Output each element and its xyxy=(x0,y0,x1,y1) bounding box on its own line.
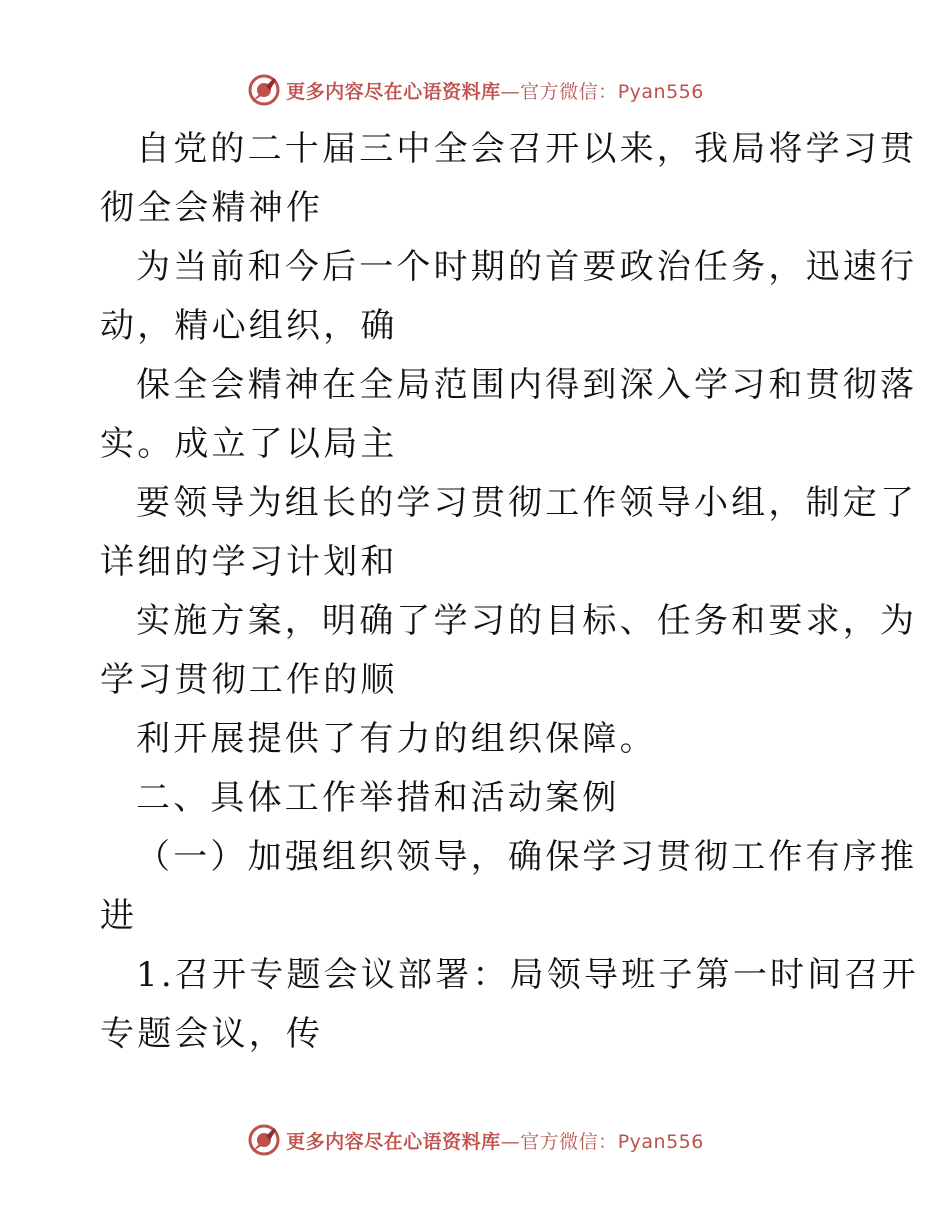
body-line: 专题会议，传 xyxy=(100,1014,324,1054)
pen-nib-logo-icon xyxy=(246,1122,282,1158)
body-line: 要领导为组长的学习贯彻工作领导小组，制定了 xyxy=(136,483,918,523)
header-watermark-banner xyxy=(0,68,950,112)
banner-sub-text: 官方微信 xyxy=(520,1130,599,1153)
body-line: 保全会精神在全局范围内得到深入学习和贯彻落 xyxy=(136,365,918,405)
section-heading: 二、具体工作举措和活动案例 xyxy=(136,778,620,818)
banner-dash: — xyxy=(500,1130,521,1153)
body-line: 为当前和今后一个时期的首要政治任务，迅速行 xyxy=(136,247,918,287)
banner-wechat-id: Pyan556 xyxy=(617,1130,704,1153)
subsection-heading: （一）加强组织领导，确保学习贯彻工作有序推 xyxy=(136,837,918,877)
banner-dash: — xyxy=(500,80,521,103)
body-line: 彻全会精神作 xyxy=(100,188,324,228)
body-line: 动，精心组织，确 xyxy=(100,306,398,346)
body-line: 利开展提供了有力的组织保障。 xyxy=(136,719,657,759)
body-line: 详细的学习计划和 xyxy=(100,542,398,582)
banner-main-text: 更多内容尽在心语资料库 xyxy=(286,1130,501,1153)
pen-nib-logo-icon xyxy=(246,72,282,108)
footer-watermark-banner xyxy=(0,1118,950,1162)
body-line: 实施方案，明确了学习的目标、任务和要求，为 xyxy=(136,601,918,641)
banner-wechat-id: Pyan556 xyxy=(617,80,704,103)
body-line: 自党的二十届三中全会召开以来，我局将学习贯 xyxy=(136,129,918,169)
subsection-heading-continued: 进 xyxy=(100,896,138,936)
document-body xyxy=(100,120,919,1064)
body-line: 实。成立了以局主 xyxy=(100,424,398,464)
body-line: 学习贯彻工作的顺 xyxy=(100,660,398,700)
banner-main-text: 更多内容尽在心语资料库 xyxy=(286,80,501,103)
banner-separator: ： xyxy=(598,1130,618,1153)
body-line: 1.召开专题会议部署：局领导班子第一时间召开 xyxy=(136,955,919,995)
banner-separator: ： xyxy=(598,80,618,103)
banner-sub-text: 官方微信 xyxy=(520,80,599,103)
